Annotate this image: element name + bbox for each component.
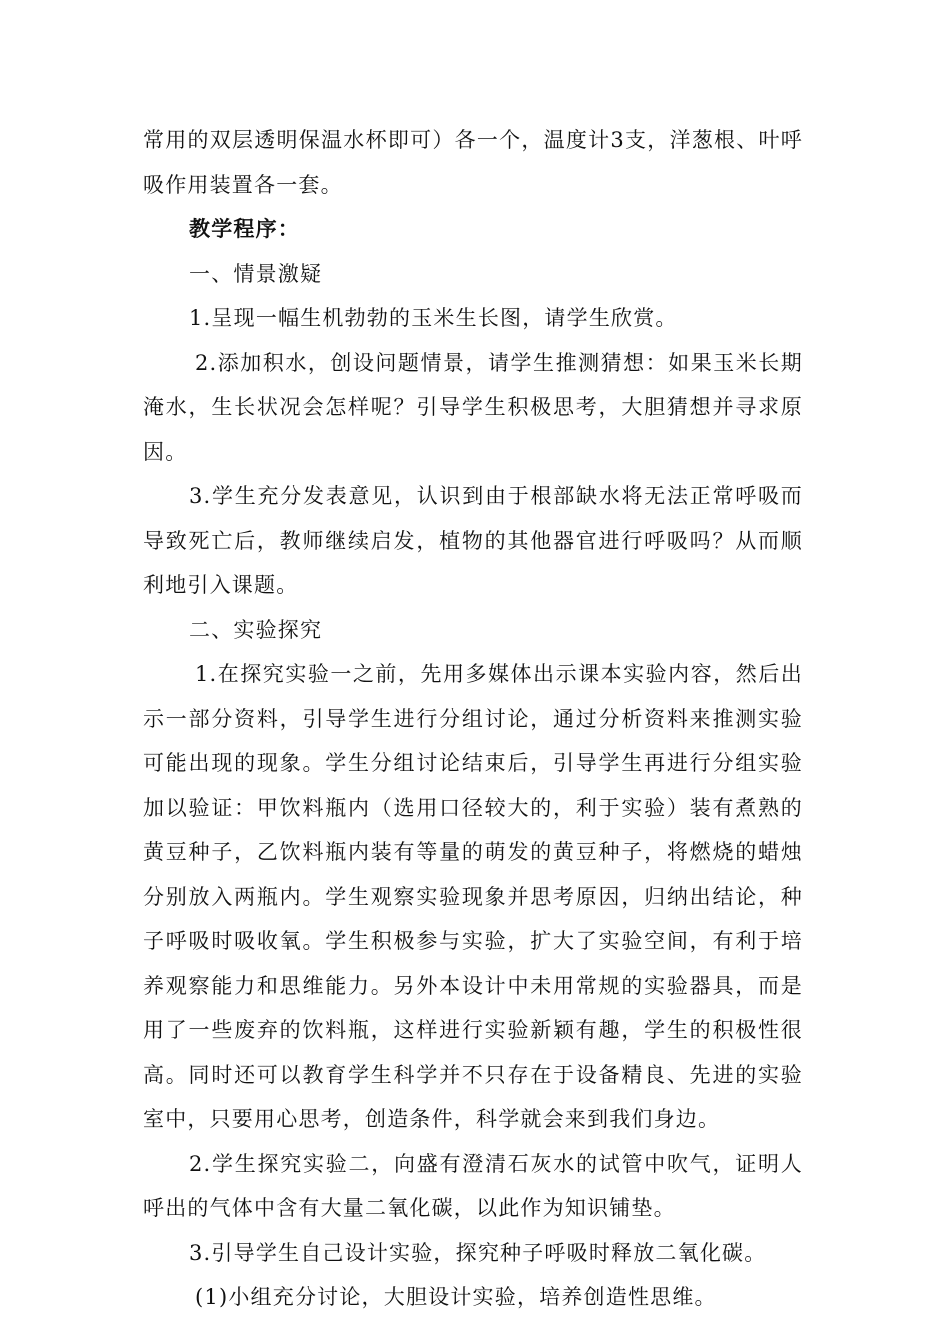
heading-section-one: 一、情景激疑 [189,261,323,286]
paragraph-step-2-3-1: (1)小组充分讨论，大胆设计实验，培养创造性思维。 [195,1285,717,1309]
heading-teaching-procedure: 教学程序： [189,216,300,241]
paragraph-step-2-3: 3.引导学生自己设计实验，探究种子呼吸时释放二氧化碳。 [189,1240,767,1265]
document-body [143,118,803,1320]
paragraph-step-2-1: 1.在探究实验一之前，先用多媒体出示课本实验内容，然后出示一部分资料，引导学生进行分组讨论，通过分析资料来推测实验可能出现的现象。学生分组讨论结束后，引导学生再进行分组实验加以验证：甲饮料瓶内（选用口径较大的，利于实验）装有煮熟的黄豆种子，乙饮料瓶内装有等量的萌发的黄豆种子，将燃烧的蜡烛分别放入两瓶内。学生观察实验现象并思考原因，归纳出结论，种子呼吸时吸收氧。学生积极参与实验，扩大了实验空间，有利于培养观察能力和思维能力。另外本设计中未用常规的实验器具，而是用了一些废弃的饮料瓶，这样进行实验新颖有趣，学生的积极性很高。同时还可以教育学生科学并不只存在于设备精良、先进的实验室中，只要用心思考，创造条件，科学就会来到我们身边。 [143,662,803,1131]
paragraph-step-1-3: 3.学生充分发表意见，认识到由于根部缺水将无法正常呼吸而导致死亡后，教师继续启发，植物的其他器官进行呼吸吗？从而顺利地引入课题。 [143,484,803,597]
paragraph-step-2-2: 2.学生探究实验二，向盛有澄清石灰水的试管中吹气，证明人呼出的气体中含有大量二氧化碳，以此作为知识铺垫。 [143,1151,803,1220]
paragraph-step-1-1: 1.呈现一幅生机勃勃的玉米生长图，请学生欣赏。 [189,306,678,330]
paragraph-materials-continued: 常用的双层透明保温水杯即可）各一个，温度计3支，洋葱根、叶呼吸作用装置各一套。 [143,128,803,197]
paragraph-step-1-2: 2.添加积水，创设问题情景，请学生推测猜想：如果玉米长期淹水，生长状况会怎样呢？引导学生积极思考，大胆猜想并寻求原因。 [143,350,803,464]
heading-section-two: 二、实验探究 [189,617,323,642]
